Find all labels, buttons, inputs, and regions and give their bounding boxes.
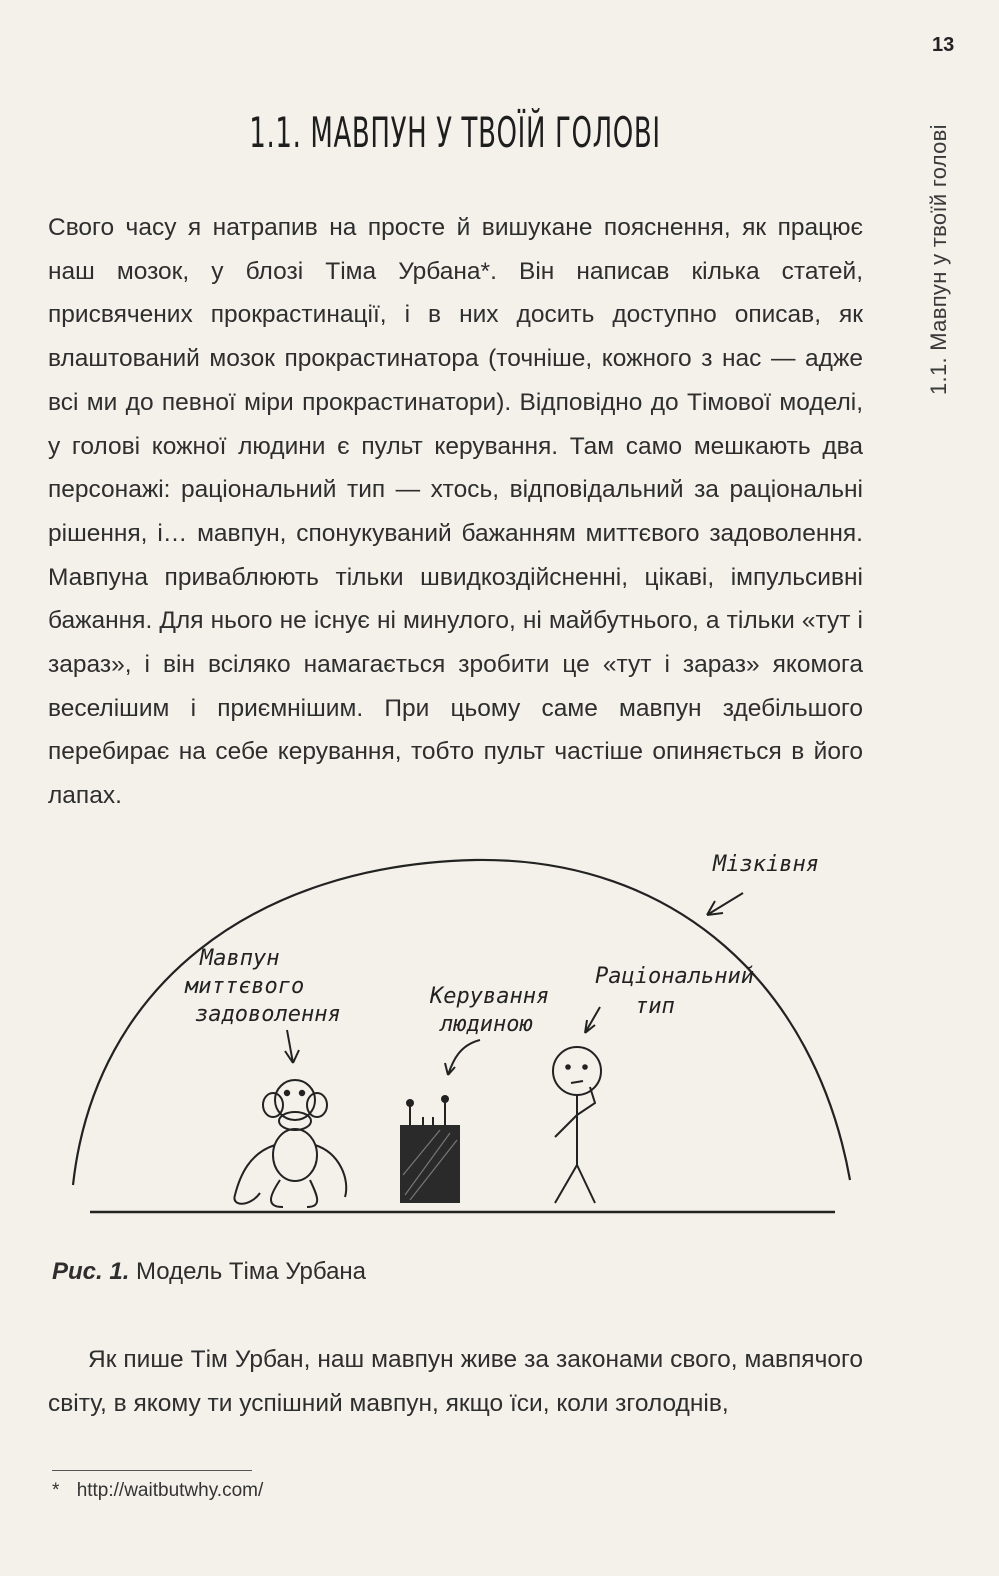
figure-urban-model bbox=[55, 835, 855, 1225]
body-paragraph-1: Свого часу я натрапив на просте й вишукане пояснення, як працює наш мозок, у блозі Тіма Урбана*. Він написав кілька статей, присвячених прокрастинації, і в них досить доступно описав, як влаштований мозок прокрастинатора (точніше, кожного з нас — адже всі ми до певної міри прокрастинатори). Відповідно до Тімової моделі, у голові кожної людини є пульт керування. Там само мешкають два персонажі: раціональний тип — хтось, відповідальний за раціональні рішення, і… мавпун, спонукуваний бажанням миттєвого задоволення. Мавпуна приваблюють тільки швидкоздійсненні, цікаві, імпульсивні бажання. Для нього не існує ні минулого, ні майбутнього, а тільки «тут і зараз», і він всіляко намагається зробити це «тут і зараз» якомога веселішим і приємнішим. При цьому саме мавпун здебільшого перебирає на себе керування, тобто пульт частіше опиняється в його лапах. bbox=[48, 214, 863, 810]
monkey-icon bbox=[234, 1080, 346, 1207]
footnote-rule bbox=[52, 1470, 252, 1471]
caption-text: Модель Тіма Урбана bbox=[136, 1258, 367, 1285]
caption-label: Рис. 1. bbox=[52, 1258, 130, 1285]
footnote-mark: * bbox=[52, 1480, 60, 1501]
stick-figure-icon bbox=[553, 1047, 601, 1203]
monkey-label-line2: миттєвого bbox=[185, 974, 305, 999]
control-label-line1: Керування bbox=[430, 984, 550, 1009]
body-paragraph-2: Як пише Тім Урбан, наш мавпун живе за законами свого, мавпячого світу, в якому ти успішний мавпун, якщо їси, коли зголоднів, bbox=[48, 1346, 863, 1417]
footnote bbox=[52, 1480, 263, 1502]
monkey-label-line1: Мавпун bbox=[200, 946, 280, 971]
rational-label-line2: тип bbox=[635, 994, 675, 1019]
running-head: 1.1. Мавпун у твоїй голові bbox=[926, 124, 951, 395]
monkey-arrow-icon bbox=[285, 1030, 299, 1063]
figure-drawing bbox=[55, 835, 855, 1225]
brain-arrow-icon bbox=[707, 893, 743, 915]
footnote-link[interactable]: http://waitbutwhy.com/ bbox=[76, 1480, 264, 1501]
control-panel-icon bbox=[400, 1095, 460, 1203]
rational-arrow-icon bbox=[585, 1007, 600, 1033]
monkey-label-line3: задоволення bbox=[195, 1002, 341, 1027]
page-number: 13 bbox=[932, 34, 955, 56]
control-arrow-icon bbox=[445, 1040, 480, 1075]
rational-label-line1: Раціональний bbox=[595, 964, 754, 989]
chapter-title: 1.1. МАВПУН У ТВОЇЙ ГОЛОВІ bbox=[249, 108, 661, 157]
brain-label: Мізківня bbox=[713, 852, 819, 877]
control-label-line2: людиною bbox=[440, 1012, 533, 1037]
figure-caption bbox=[52, 1258, 366, 1286]
